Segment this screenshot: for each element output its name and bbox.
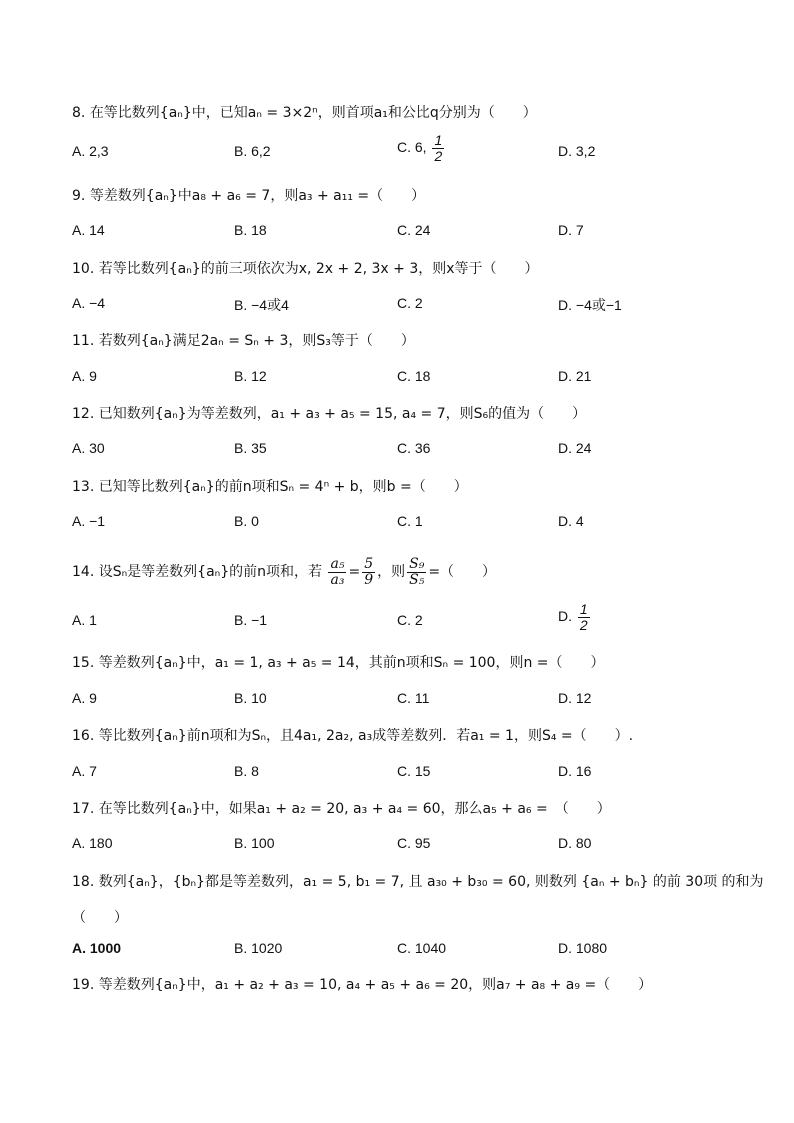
option-a[interactable]: A. −1 xyxy=(72,513,106,529)
option-b[interactable]: B. 6,2 xyxy=(234,143,271,159)
option-b[interactable]: B. 8 xyxy=(234,763,259,779)
option-b[interactable]: B. 35 xyxy=(234,440,267,456)
question-stem: 若等比数列{aₙ}的前三项依次为x, 2x + 2, 3x + 3，则x等于（ ） xyxy=(98,261,539,277)
question-12 xyxy=(72,404,586,424)
option-d[interactable]: D. −4或−1 xyxy=(558,297,622,313)
option-d[interactable]: D. 12 xyxy=(558,690,592,706)
option-c[interactable]: C. 18 xyxy=(397,368,431,384)
fraction-denominator: 2 xyxy=(579,617,588,633)
fraction xyxy=(407,557,426,588)
option-b[interactable]: B. −1 xyxy=(234,612,268,628)
question-19 xyxy=(72,975,652,995)
options-row-18 xyxy=(0,940,794,960)
question-number: 12. xyxy=(72,406,95,422)
option-a[interactable]: A. 9 xyxy=(72,690,97,706)
option-c[interactable]: C. 24 xyxy=(397,222,431,238)
question-number: 14. xyxy=(72,564,95,580)
question-stem-a: 设Sₙ是等差数列{aₙ}的前n项和，若 xyxy=(98,564,323,580)
question-13 xyxy=(72,477,468,497)
question-number: 10. xyxy=(72,261,95,277)
fraction-denominator: a₃ xyxy=(330,571,345,588)
question-11 xyxy=(72,331,415,351)
options-row-12 xyxy=(0,440,794,460)
question-16 xyxy=(72,726,633,746)
question-stem: 若数列{aₙ}满足2aₙ = Sₙ + 3，则S₃等于（ ） xyxy=(98,333,415,349)
question-number: 17. xyxy=(72,801,95,817)
options-row-17 xyxy=(0,835,794,855)
fraction xyxy=(328,557,346,588)
option-a[interactable]: A. 180 xyxy=(72,835,113,851)
question-stem: 已知等比数列{aₙ}的前n项和Sₙ = 4ⁿ + b，则b =（ ） xyxy=(98,479,468,495)
question-stem: 已知数列{aₙ}为等差数列，a₁ + a₃ + a₅ = 15, a₄ = 7，则S₆的值为（ ） xyxy=(98,406,587,422)
option-d[interactable]: D. 24 xyxy=(558,440,592,456)
options-row-9 xyxy=(0,222,794,242)
option-c[interactable]: C. 11 xyxy=(397,690,430,706)
option-a[interactable]: A. 9 xyxy=(72,368,97,384)
option-a[interactable]: A. 30 xyxy=(72,440,105,456)
fraction xyxy=(362,557,375,588)
options-row-14 xyxy=(0,601,794,633)
option-a[interactable]: A. 1 xyxy=(72,612,97,628)
options-row-10 xyxy=(0,295,794,315)
question-stem: 等差数列{aₙ}中a₈ + a₆ = 7，则a₃ + a₁₁ =（ ） xyxy=(89,188,426,204)
option-c[interactable] xyxy=(397,133,446,164)
options-row-13 xyxy=(0,513,794,533)
answer-bracket: （ ） xyxy=(72,910,128,926)
question-number: 8. xyxy=(72,105,86,121)
question-10 xyxy=(72,259,539,279)
option-b[interactable]: B. 10 xyxy=(234,690,267,706)
question-number: 9. xyxy=(72,188,86,204)
question-stem: 等差数列{aₙ}中，a₁ = 1, a₃ + a₅ = 14，其前n项和Sₙ = 100，则n =（ ） xyxy=(98,655,605,671)
option-d[interactable]: D. 16 xyxy=(558,763,592,779)
option-a[interactable]: A. 14 xyxy=(72,222,105,238)
option-b[interactable]: B. 100 xyxy=(234,835,275,851)
options-row-15 xyxy=(0,690,794,710)
option-d[interactable]: D. 1080 xyxy=(558,940,608,956)
fraction-numerator: 1 xyxy=(579,601,588,617)
option-d[interactable] xyxy=(558,602,592,633)
question-18 xyxy=(72,872,764,892)
fraction-denominator: 9 xyxy=(364,571,374,588)
question-number: 18. xyxy=(72,874,95,890)
fraction-numerator: a₅ xyxy=(330,555,345,572)
question-number: 13. xyxy=(72,479,95,495)
question-stem: 数列{aₙ}，{bₙ}都是等差数列，a₁ = 5, b₁ = 7, 且 a₃₀ + b₃₀ = 60, 则数列 {aₙ + bₙ} 的前 30项 的和为 xyxy=(98,874,764,890)
options-row-11 xyxy=(0,368,794,388)
option-b[interactable]: B. 0 xyxy=(234,513,259,529)
question-number: 16. xyxy=(72,728,95,744)
option-d[interactable]: D. 3,2 xyxy=(558,143,596,159)
fraction xyxy=(432,133,444,164)
option-c[interactable]: C. 15 xyxy=(397,763,431,779)
option-b[interactable]: B. 12 xyxy=(234,368,267,384)
option-d[interactable]: D. 7 xyxy=(558,222,584,238)
option-c[interactable]: C. 36 xyxy=(397,440,431,456)
option-a[interactable]: A. 2,3 xyxy=(72,143,109,159)
question-number: 19. xyxy=(72,977,95,993)
options-row-16 xyxy=(0,763,794,783)
fraction-denominator: 2 xyxy=(434,148,443,164)
option-c[interactable]: C. 2 xyxy=(397,612,423,628)
option-b[interactable]: B. 1020 xyxy=(234,940,283,956)
question-stem-c: ，则 xyxy=(377,564,406,580)
question-9 xyxy=(72,186,425,206)
question-stem-d: =（ ） xyxy=(428,564,497,580)
option-c[interactable]: C. 2 xyxy=(397,295,423,311)
fraction-numerator: S₉ xyxy=(409,555,425,572)
option-d[interactable]: D. 4 xyxy=(558,513,584,529)
option-b[interactable]: B. −4或4 xyxy=(234,297,289,313)
question-stem: 在等比数列{aₙ}中，已知aₙ = 3×2ⁿ，则首项a₁和公比q分别为（ ） xyxy=(89,105,537,121)
option-d-label: D. xyxy=(558,608,572,625)
option-b[interactable]: B. 18 xyxy=(234,222,267,238)
fraction-denominator: S₅ xyxy=(409,571,425,588)
question-stem: 在等比数列{aₙ}中，如果a₁ + a₂ = 20, a₃ + a₄ = 60，那么a₅ + a₆ = （ ） xyxy=(98,801,611,817)
question-stem: 等比数列{aₙ}前n项和为Sₙ，且4a₁, 2a₂, a₃成等差数列．若a₁ = 1，则S₄ =（ ）. xyxy=(98,728,634,744)
question-17 xyxy=(72,799,611,819)
option-c[interactable]: C. 1040 xyxy=(397,940,447,956)
question-number: 15. xyxy=(72,655,95,671)
option-a[interactable]: A. 1000 xyxy=(72,940,122,956)
option-d[interactable]: D. 80 xyxy=(558,835,592,851)
option-a[interactable]: A. −4 xyxy=(72,295,106,311)
question-18-continued xyxy=(72,908,128,928)
question-stem: 等差数列{aₙ}中，a₁ + a₂ + a₃ = 10, a₄ + a₅ + a₆ = 20，则a₇ + a₈ + a₉ =（ ） xyxy=(98,977,653,993)
option-c[interactable]: C. 1 xyxy=(397,513,423,529)
fraction-numerator: 5 xyxy=(364,555,374,572)
fraction-numerator: 1 xyxy=(434,132,443,148)
option-a[interactable]: A. 7 xyxy=(72,763,97,779)
options-row-8 xyxy=(0,132,794,164)
fraction xyxy=(578,602,590,633)
question-8 xyxy=(72,103,537,123)
question-stem-b: = xyxy=(348,564,361,580)
option-c-label: C. 6, xyxy=(397,139,427,156)
option-c[interactable]: C. 95 xyxy=(397,835,431,851)
question-15 xyxy=(72,653,605,673)
question-number: 11. xyxy=(72,333,95,349)
question-14 xyxy=(72,555,496,589)
option-d[interactable]: D. 21 xyxy=(558,368,592,384)
